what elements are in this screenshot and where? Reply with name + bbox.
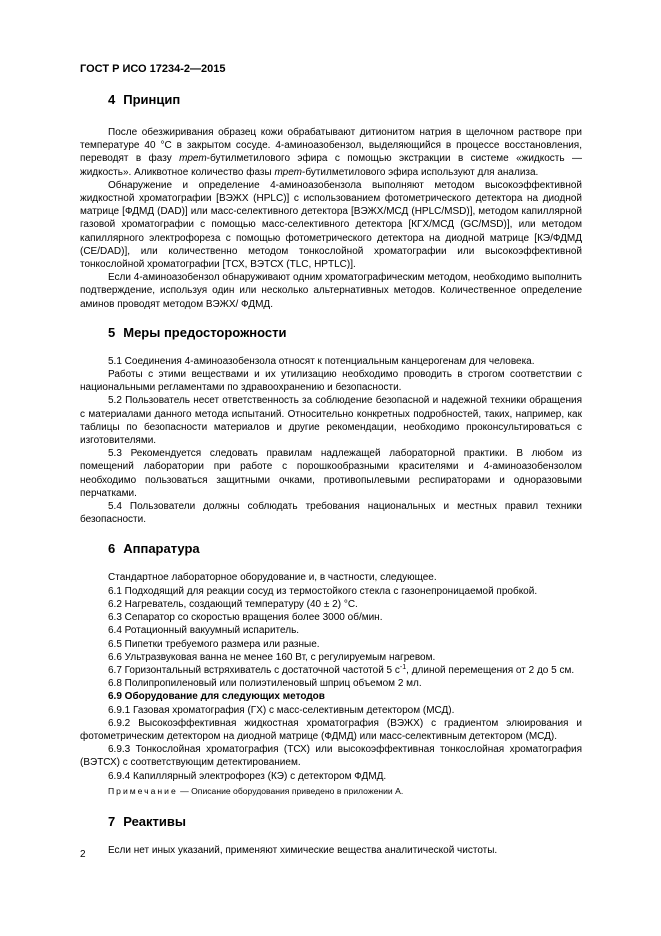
list-item: 6.2 Нагреватель, создающий температуру (40 ± 2) °С. [108,598,358,610]
section-number: 4 [108,92,116,107]
paragraph: Если 4-аминоазобензол обнаруживают одним хроматографическим методом, необходимо выполнить подтверждение, используя один или несколько альтернативных методов. Количественное определение аминов проводят методом ВЭЖХ/ ФДМД. [80,272,582,310]
note-text: — Описание оборудования приведено в приложении А. [177,785,404,796]
italic-term: трет [274,166,303,178]
italic-term: трет [179,153,207,165]
section-6-heading [80,541,582,557]
paragraph: 5.3 Рекомендуется следовать правилам надлежащей лабораторной практики. В любом из помещений лаборатории при работе с порошкообразными красителями и 4-аминоазобензолом необходимо пользоваться защитными очками, противопылевыми респираторами и одноразовыми перчатками. [80,448,582,499]
paragraph: 5.4 Пользователи должны соблюдать требования национальных и местных правил техники безопасности. [80,501,582,526]
superscript: -1 [399,663,407,671]
text-run: 6.7 Горизонтальный встряхиватель с достаточной частотой 5 с [108,664,400,676]
subsection-heading: 6.9 Оборудование для следующих методов [108,691,325,703]
section-number: 7 [108,813,116,829]
list-item: 6.9.2 Высокоэффективная жидкостная хроматография (ВЭЖХ) с градиентом элюирования и фотометрическим детектором на диодной матрице (ФДМД) или масс-селективным детектором (МСД). [80,717,582,742]
list-item [80,664,582,677]
paragraph: 5.1 Соединения 4-аминоазобензола относят к потенциальным канцерогенам для человека. [108,355,535,367]
section-number: 5 [108,324,116,340]
page-number: 2 [80,849,86,860]
list-item: 6.8 Полипропиленовый или полиэтиленовый шприц объемом 2 мл. [108,678,422,690]
list-item: 6.9.4 Капиллярный электрофорез (КЭ) с детектором ФДМД. [108,770,387,782]
list-item: 6.9.1 Газовая хроматография (ГХ) с масс-селективным детектором (МСД). [108,704,455,716]
text-run: , длиной перемещения от 2 до 5 см. [406,664,575,676]
section-title: Принцип [123,92,181,107]
list-item: 6.4 Ротационный вакуумный испаритель. [108,625,300,637]
section-5-heading [80,325,582,341]
document-body [80,90,582,857]
paragraph: Обнаружение и определение 4-аминоазобензола выполняют методом высокоэффективной жидкостной хроматографии [ВЭЖХ (HPLC)] с использованием фотометрического детектора на диодной матрице [ФДМД (DAD)] или масс-селективного детектора [ВЭЖХ/МСД (HPLC/MSD)], методом капиллярной газовой хроматографии с помощью масс-селективного детектора [КГХ/МСД (GC/MSD)], или методом капиллярного электрофореза с помощью фотометрического детектора на диодной матрице [КЭ/ФДМД (CE/DAD)], или количественно методом тонкослойной хроматографии или высокоэффективной тонкослойной хроматографии [ТСХ, ВЭТСХ (TLC, HPTLC)]. [80,179,582,271]
section-title: Меры предосторожности [123,324,287,340]
list-item: 6.9.3 Тонкослойная хроматография (ТСХ) или высокоэффективная тонкослойная хроматография (ВЭТСХ) с соответствующим детектированием. [80,744,582,769]
section-title: Реактивы [123,813,186,829]
text-run: После обезжиривания образец кожи обрабатывают дитионитом натрия в щелочном растворе при температуре 40 °С в закрытом сосуде. 4-аминоазобензол, выделяющийся в процессе восстановления, переводят в фазу [80,127,582,165]
paragraph: Если нет иных указаний, применяют химические вещества аналитической чистоты. [108,844,498,856]
list-item: 6.5 Пипетки требуемого размера или разные. [108,638,320,650]
list-item: 6.6 Ультразвуковая ванна не менее 160 Вт, с регулируемым нагревом. [108,651,436,663]
paragraph [80,126,582,179]
document-header: ГОСТ Р ИСО 17234-2—2015 [80,63,226,75]
paragraph: Стандартное лабораторное оборудование и, в частности, следующее. [108,572,437,584]
note-label: Примечание [108,785,178,796]
list-item: 6.1 Подходящий для реакции сосуд из термостойкого стекла с газонепроницаемой пробкой. [108,585,538,597]
paragraph: Работы с этими веществами и их утилизацию необходимо проводить в строгом соответствии с национальными регламентами по здравоохранению и безопасности. [80,369,582,394]
section-number: 6 [108,541,116,557]
section-7-heading [80,814,582,830]
paragraph: 5.2 Пользователь несет ответственность за соблюдение безопасной и надежной техники обращения с материалами данного метода испытаний. Относительно конкретных подробностей, таких, например, как таблицы по безопасности материалов и другие рекомендации, необходимо проконсультироваться с изготовителями. [80,395,582,447]
section-title: Аппаратура [123,541,200,557]
section-4-heading [80,92,582,108]
text-run: -бутилметилового эфира используют для анализа. [302,166,539,178]
note [80,785,582,798]
text-run: -бутилметилового эфира с помощью экстракции в системе «жидкость — жидкость». Аликвотное количество фазы [80,153,582,178]
list-item: 6.3 Сепаратор со скоростью вращения более 3000 об/мин. [108,612,383,624]
